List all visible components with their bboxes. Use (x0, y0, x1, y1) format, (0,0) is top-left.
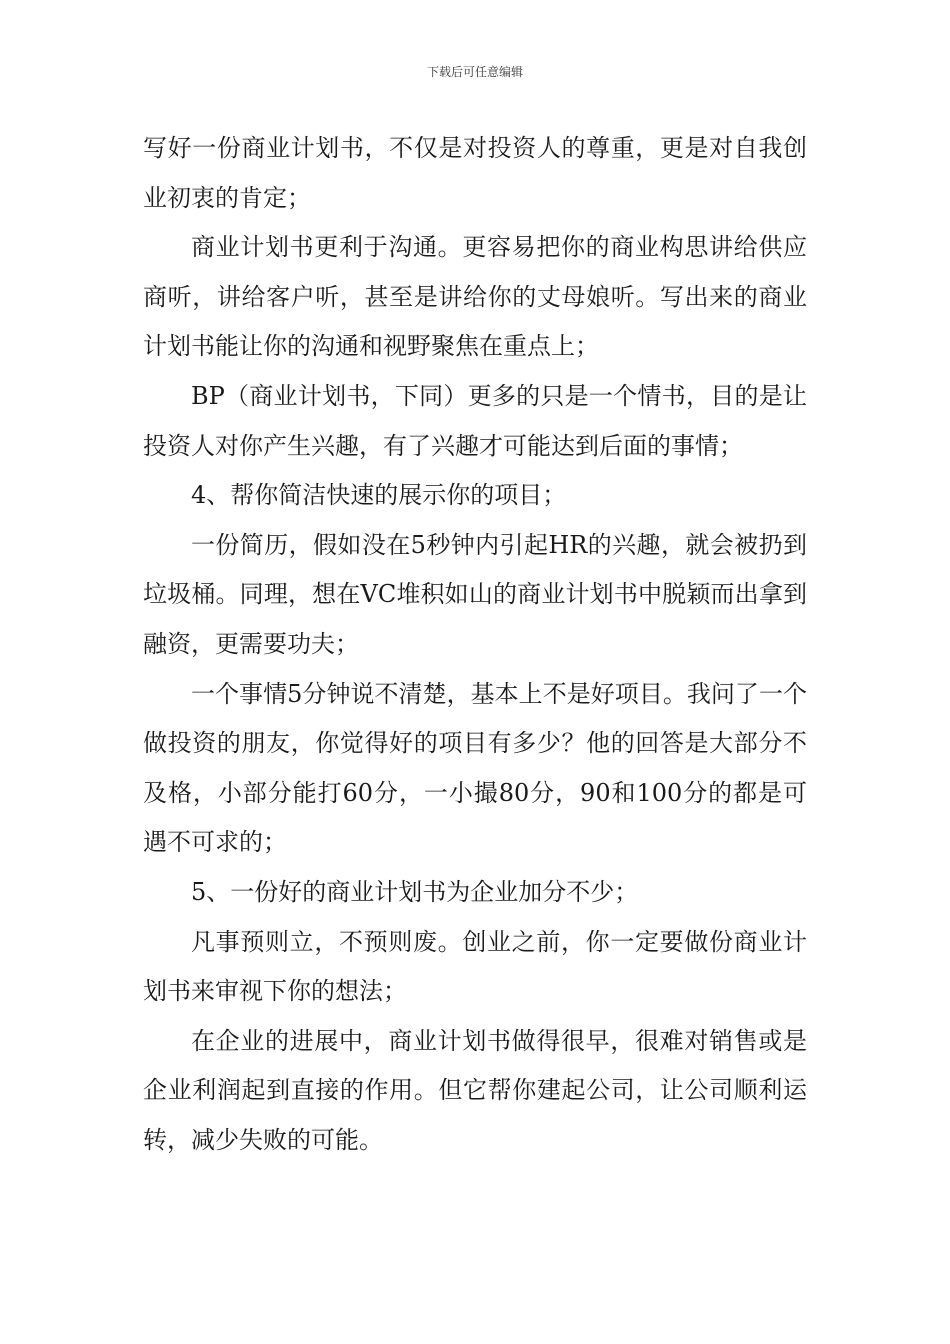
paragraph-8: 凡事预则立，不预则废。创业之前，你一定要做份商业计划书来审视下你的想法； (143, 927, 807, 1006)
paragraph-5: 一份简历，假如没在5秒钟内引起HR的兴趣，就会被扔到垃圾桶。同理，想在VC堆积如山的商业计划书中脱颖而出拿到融资，更需要功夫； (143, 530, 807, 658)
document-body (143, 124, 807, 1165)
paragraph-2: 商业计划书更利于沟通。更容易把你的商业构思讲给供应商听，讲给客户听，甚至是讲给你的丈母娘听。写出来的商业计划书能让你的沟通和视野聚焦在重点上； (143, 233, 807, 361)
section-heading-4: 4、帮你简洁快速的展示你的项目； (191, 481, 567, 510)
paragraph-1: 写好一份商业计划书，不仅是对投资人的尊重，更是对自我创业初衷的肯定； (143, 134, 807, 212)
paragraph-3: BP（商业计划书，下同）更多的只是一个情书，目的是让投资人对你产生兴趣，有了兴趣才可能达到后面的事情； (143, 381, 807, 460)
paragraph-6: 一个事情5分钟说不清楚，基本上不是好项目。我问了一个做投资的朋友，你觉得好的项目有多少？他的回答是大部分不及格，小部分能打60分，一小撮80分，90和100分的都是可遇不可求的； (143, 679, 807, 857)
paragraph-9: 在企业的进展中，商业计划书做得很早，很难对销售或是企业利润起到直接的作用。但它帮你建起公司，让公司顺利运转，减少失败的可能。 (143, 1026, 807, 1154)
page-header: 下载后可任意编辑 (426, 65, 523, 79)
section-heading-5: 5、一份好的商业计划书为企业加分不少； (191, 877, 639, 906)
